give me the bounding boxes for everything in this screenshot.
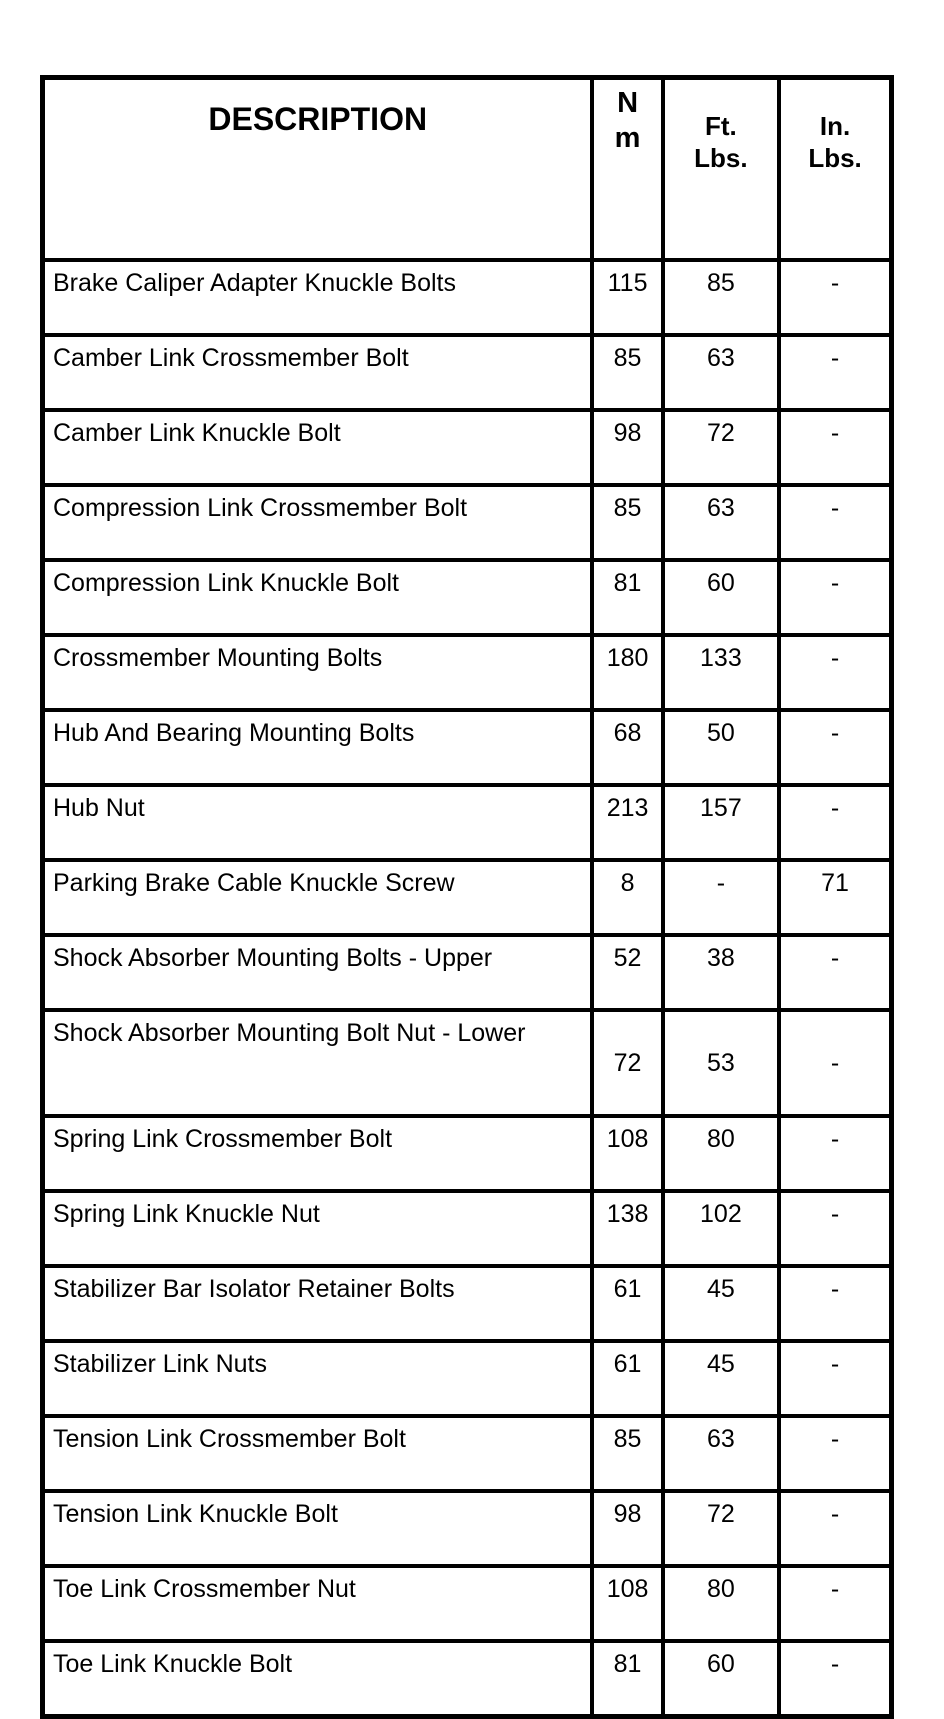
row-description: Stabilizer Bar Isolator Retainer Bolts [43, 1266, 593, 1341]
row-ft-lbs-value: 38 [663, 935, 779, 1010]
table-row [43, 1191, 892, 1266]
table-row [43, 1641, 892, 1717]
row-ft-lbs-value: 72 [663, 410, 779, 485]
row-in-lbs-value: - [779, 935, 891, 1010]
table-row [43, 1266, 892, 1341]
row-description: Toe Link Knuckle Bolt [43, 1641, 593, 1717]
row-nm-value: 85 [592, 335, 662, 410]
row-description: Hub And Bearing Mounting Bolts [43, 710, 593, 785]
row-ft-lbs-value: 133 [663, 635, 779, 710]
row-nm-value: 81 [592, 560, 662, 635]
row-nm-value: 213 [592, 785, 662, 860]
table-row [43, 860, 892, 935]
row-nm-value: 8 [592, 860, 662, 935]
row-description: Compression Link Knuckle Bolt [43, 560, 593, 635]
row-ft-lbs-value: 85 [663, 260, 779, 335]
row-in-lbs-value: - [779, 1341, 891, 1416]
header-nm-line2: m [614, 122, 641, 154]
header-nm-line1: N [617, 87, 639, 119]
row-description: Tension Link Crossmember Bolt [43, 1416, 593, 1491]
row-nm-value: 85 [592, 1416, 662, 1491]
row-nm-value: 138 [592, 1191, 662, 1266]
table-row [43, 1416, 892, 1491]
table-row [43, 1010, 892, 1116]
row-nm-value: 85 [592, 485, 662, 560]
table-header-row [43, 78, 892, 261]
row-description: Brake Caliper Adapter Knuckle Bolts [43, 260, 593, 335]
row-in-lbs-value: - [779, 1191, 891, 1266]
table-row [43, 335, 892, 410]
row-ft-lbs-value: 63 [663, 335, 779, 410]
header-description: DESCRIPTION [43, 78, 593, 261]
table-row [43, 1116, 892, 1191]
row-description: Crossmember Mounting Bolts [43, 635, 593, 710]
row-ft-lbs-value: 63 [663, 485, 779, 560]
row-ft-lbs-value: 60 [663, 560, 779, 635]
row-description: Toe Link Crossmember Nut [43, 1566, 593, 1641]
header-in-line1: In. [819, 111, 851, 141]
row-description: Stabilizer Link Nuts [43, 1341, 593, 1416]
row-nm-value: 61 [592, 1341, 662, 1416]
row-nm-value: 81 [592, 1641, 662, 1717]
table-row [43, 710, 892, 785]
row-description: Spring Link Knuckle Nut [43, 1191, 593, 1266]
table-row [43, 785, 892, 860]
row-in-lbs-value: - [779, 1416, 891, 1491]
row-ft-lbs-value: 63 [663, 1416, 779, 1491]
row-in-lbs-value: - [779, 260, 891, 335]
row-in-lbs-value: - [779, 785, 891, 860]
row-in-lbs-value: 71 [779, 860, 891, 935]
row-description: Shock Absorber Mounting Bolt Nut - Lower [43, 1010, 593, 1116]
table-row [43, 485, 892, 560]
row-ft-lbs-value: - [663, 860, 779, 935]
header-in-line2: Lbs. [808, 143, 862, 173]
row-in-lbs-value: - [779, 1566, 891, 1641]
row-in-lbs-value: - [779, 485, 891, 560]
row-ft-lbs-value: 80 [663, 1566, 779, 1641]
row-ft-lbs-value: 45 [663, 1266, 779, 1341]
header-nm [592, 78, 662, 261]
row-in-lbs-value: - [779, 335, 891, 410]
header-in-lbs [779, 78, 891, 261]
table-row [43, 1341, 892, 1416]
row-description: Spring Link Crossmember Bolt [43, 1116, 593, 1191]
row-in-lbs-value: - [779, 1010, 891, 1116]
table-row [43, 935, 892, 1010]
row-nm-value: 180 [592, 635, 662, 710]
row-nm-value: 68 [592, 710, 662, 785]
row-nm-value: 108 [592, 1566, 662, 1641]
table-row [43, 410, 892, 485]
header-ft-lbs [663, 78, 779, 261]
row-nm-value: 98 [592, 1491, 662, 1566]
row-nm-value: 61 [592, 1266, 662, 1341]
row-description: Hub Nut [43, 785, 593, 860]
row-ft-lbs-value: 60 [663, 1641, 779, 1717]
row-description: Compression Link Crossmember Bolt [43, 485, 593, 560]
row-in-lbs-value: - [779, 1491, 891, 1566]
torque-spec-table [40, 75, 894, 1719]
row-ft-lbs-value: 72 [663, 1491, 779, 1566]
row-in-lbs-value: - [779, 710, 891, 785]
row-nm-value: 72 [592, 1010, 662, 1116]
row-ft-lbs-value: 102 [663, 1191, 779, 1266]
row-in-lbs-value: - [779, 560, 891, 635]
row-ft-lbs-value: 50 [663, 710, 779, 785]
row-ft-lbs-value: 45 [663, 1341, 779, 1416]
row-ft-lbs-value: 53 [663, 1010, 779, 1116]
table-row [43, 1491, 892, 1566]
header-ft-line2: Lbs. [694, 143, 748, 173]
row-nm-value: 98 [592, 410, 662, 485]
row-in-lbs-value: - [779, 635, 891, 710]
row-in-lbs-value: - [779, 410, 891, 485]
row-description: Camber Link Knuckle Bolt [43, 410, 593, 485]
table-row [43, 260, 892, 335]
table-row [43, 560, 892, 635]
row-in-lbs-value: - [779, 1116, 891, 1191]
row-description: Shock Absorber Mounting Bolts - Upper [43, 935, 593, 1010]
table-row [43, 635, 892, 710]
row-description: Tension Link Knuckle Bolt [43, 1491, 593, 1566]
row-ft-lbs-value: 157 [663, 785, 779, 860]
row-description: Camber Link Crossmember Bolt [43, 335, 593, 410]
row-nm-value: 115 [592, 260, 662, 335]
row-nm-value: 52 [592, 935, 662, 1010]
row-description: Parking Brake Cable Knuckle Screw [43, 860, 593, 935]
header-ft-line1: Ft. [704, 111, 737, 141]
row-nm-value: 108 [592, 1116, 662, 1191]
row-in-lbs-value: - [779, 1266, 891, 1341]
row-in-lbs-value: - [779, 1641, 891, 1717]
table-row [43, 1566, 892, 1641]
row-ft-lbs-value: 80 [663, 1116, 779, 1191]
